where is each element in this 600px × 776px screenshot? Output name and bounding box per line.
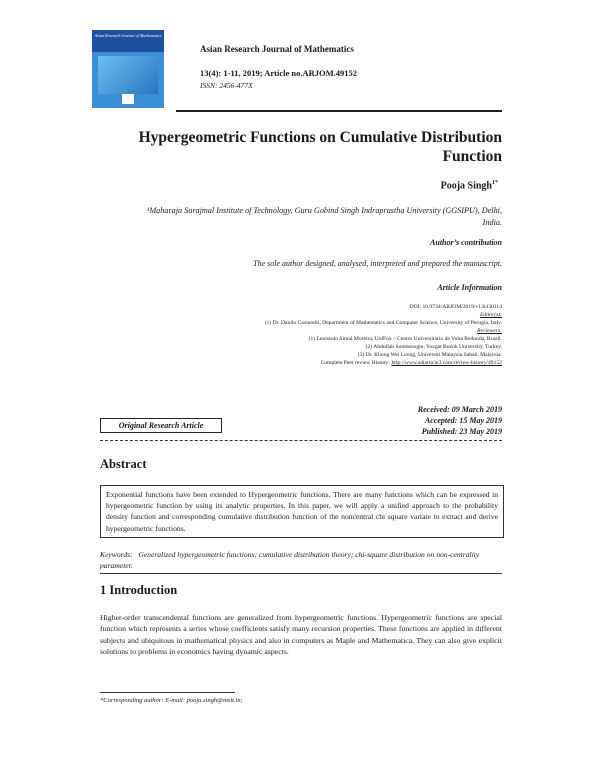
header-divider <box>176 110 502 112</box>
abstract-heading: Abstract <box>100 457 147 471</box>
contribution-text: The sole author designed, analysed, interpreted and prepared the manuscript. <box>253 259 502 268</box>
cover-header-band <box>92 30 164 52</box>
published-date: Published: 23 May 2019 <box>421 427 502 436</box>
paper-title <box>100 128 502 166</box>
keywords-label: Keywords: <box>100 550 133 559</box>
affiliation-line-2: India. <box>482 218 502 227</box>
contribution-heading: Author’s contribution <box>430 238 502 247</box>
author-name: Pooja Singh <box>440 180 492 192</box>
issue-citation: 13(4): 1-11, 2019; Article no.ARJOM.49152 <box>200 68 357 78</box>
publication-dates <box>320 404 502 437</box>
publisher-logo-icon <box>122 94 134 104</box>
affiliation <box>100 205 502 229</box>
received-date: Received: 09 March 2019 <box>417 405 502 414</box>
article-info <box>100 303 502 367</box>
issn: ISSN: 2456-477X <box>200 81 253 90</box>
reviewers-label: Reviewers: <box>477 328 502 334</box>
introduction-text: Higher-order transcendental functions are generalized from hypergeometric functions. Hypergeometric functions are special function which represents a series whose coefficients satisfy many recursion properties. These functions are applied in different subjects and ubiquitous in mathematical physics and also in computers as Maple and Mathematica. They can also give explicit solutions to problems in economics having dynamic aspects. <box>100 613 502 656</box>
article-type-badge: Original Research Article <box>100 418 222 433</box>
reviewer-1: (1) Leonardo Simal Moreira, UniFoa – Centro Universitário de Volta Redonda, Brazil. <box>308 336 502 342</box>
review-history-label: Complete Peer review History: <box>320 360 391 366</box>
journal-cover-image <box>92 30 164 108</box>
corresponding-author-footnote: *Corresponding author: E-mail: pooja.singh@msit.in; <box>100 697 243 704</box>
dates-divider <box>100 440 502 441</box>
affiliation-line-1: ¹Maharaja Surajmal Institute of Technology, Guru Gobind Singh Indraprastha University (GGSIPU), Delhi, <box>146 206 502 215</box>
cover-title: Asian Research Journal of Mathematics <box>94 33 162 38</box>
keywords <box>100 549 502 571</box>
footnote-divider <box>100 692 235 693</box>
introduction-heading: 1 Introduction <box>100 583 178 597</box>
article-info-heading: Article Information <box>437 283 502 292</box>
journal-name: Asian Research Journal of Mathematics <box>200 44 354 54</box>
reviewer-3: (3) Dr. Khong Wei Leong, Universiti Malaysia Sabah, Malaysia. <box>357 352 502 358</box>
keywords-text: Generalized hypergeometric functions; cumulative distribution theory; chi-square distribution on non-centrality parameter. <box>100 550 480 570</box>
author-superscript: 1* <box>492 180 498 186</box>
reviewer-2: (2) Abdullah Sonmezoglu, Yozgat Bozok University, Turkey. <box>365 344 502 350</box>
accepted-date: Accepted: 15 May 2019 <box>424 416 502 425</box>
doi: DOI: 10.9734/ARJOM/2019/v13i430114 <box>409 304 502 310</box>
keywords-divider <box>100 573 502 574</box>
author <box>100 180 498 191</box>
review-history-link[interactable]: http://www.sdiarticle3.com/review-history/49152 <box>391 360 502 366</box>
cover-artwork <box>98 56 158 94</box>
editors-label: Editor(s): <box>479 312 502 318</box>
editor-1: (1) Dr. Danilo Costarelli, Department of Mathematics and Computer Science, University of Perugia, Italy. <box>264 320 502 326</box>
title-line-2: Function <box>442 148 502 165</box>
abstract-text: Exponential functions have been extended to Hypergeometric functions. There are many functions which can be expressed in hypergeometric function by using its analytic properties. In this paper, we will apply a unified approach to the probability density function and corresponding cumulative distribution function of the noncentral chi square variate to extract and derive hypergeometric functions. <box>100 485 504 538</box>
review-history <box>100 359 502 367</box>
title-line-1: Hypergeometric Functions on Cumulative Distribution <box>138 129 502 146</box>
